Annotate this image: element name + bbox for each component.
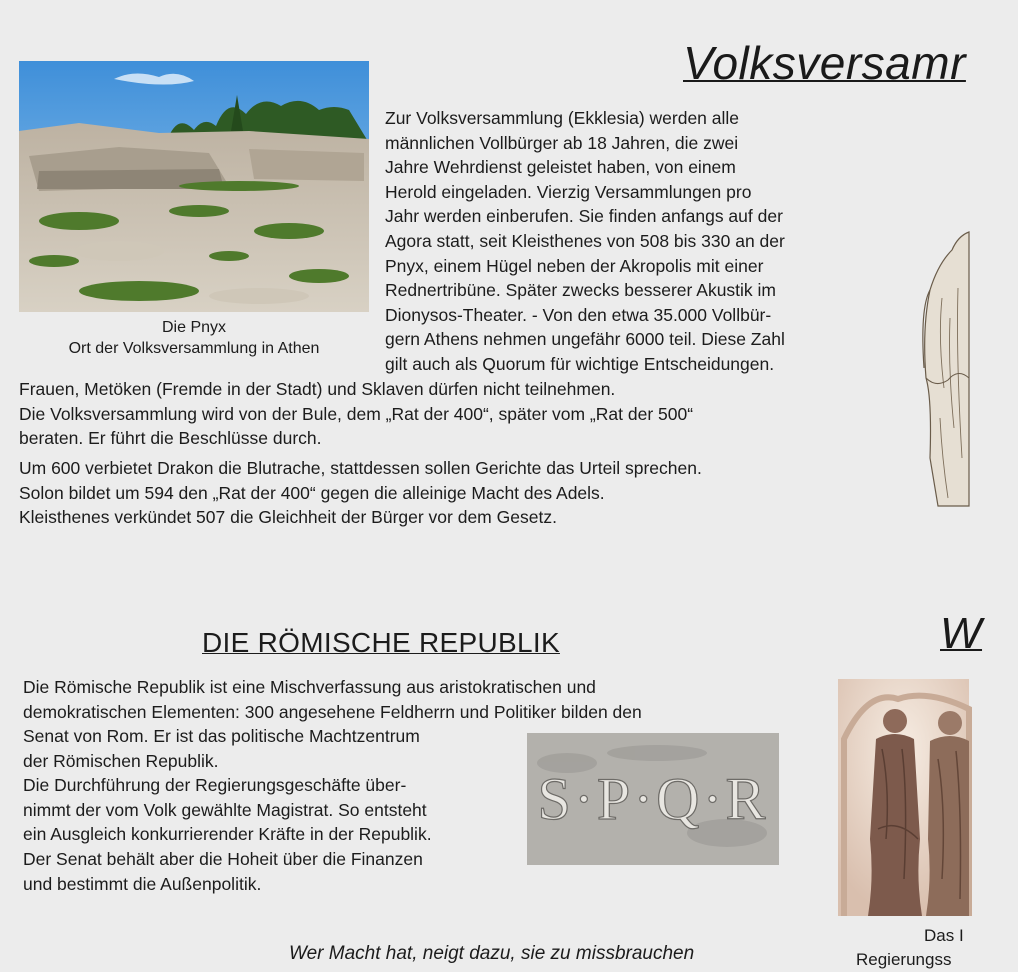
text-line: Um 600 verbietet Drakon die Blutrache, stattdessen sollen Gerichte das Urteil sprechen.: [19, 458, 702, 478]
roman-senate-paragraph: [23, 724, 432, 896]
text-line: Pnyx, einem Hügel neben der Akropolis mit einer: [385, 255, 764, 276]
caption-line: Die Pnyx: [161, 319, 227, 336]
pnyx-caption: [19, 317, 369, 359]
ekklesia-paragraph: [385, 106, 785, 377]
text-line: beraten. Er führt die Beschlüsse durch.: [19, 428, 322, 449]
text-line: Jahr werden einberufen. Sie finden anfangs auf der: [385, 206, 783, 227]
text-line: Die Römische Republik ist eine Mischverfassung aus aristokratischen und: [23, 677, 596, 697]
text-line: männlichen Vollbürger ab 18 Jahren, die zwei: [385, 132, 739, 153]
caption-line: Ort der Volksversammlung in Athen: [68, 340, 320, 357]
text-line: Kleisthenes verkündet 507 die Gleichheit der Bürger vor dem Gesetz.: [19, 507, 557, 528]
text-line: Jahre Wehrdienst geleistet haben, von einem: [385, 157, 736, 178]
text-line: Herold eingeladen. Vierzig Versammlungen pro: [385, 181, 752, 202]
participation-paragraph: [19, 377, 693, 451]
roman-intro-paragraph: [23, 675, 642, 724]
text-line: Agora statt, seit Kleisthenes von 508 bis 330 an der: [385, 230, 785, 251]
roman-statues-photo: [838, 679, 969, 916]
text-line: der Römischen Republik.: [23, 750, 219, 771]
text-line: gilt auch als Quorum für wichtige Entscheidungen.: [385, 353, 775, 374]
right-heading-fragment: W: [940, 609, 983, 658]
text-line: und bestimmt die Außenpolitik.: [23, 873, 262, 894]
caption-line: Das I: [924, 926, 964, 945]
text-line: Solon bildet um 594 den „Rat der 400“ gegen die alleinige Macht des Adels.: [19, 482, 605, 503]
section-title-roman-republic: DIE RÖMISCHE REPUBLIK: [202, 627, 560, 658]
caption-line: Regierungss: [856, 950, 952, 969]
text-line: ein Ausgleich konkurrierender Kräfte in der Republik.: [23, 824, 432, 845]
text-line: nimmt der vom Volk gewählte Magistrat. So entsteht: [23, 799, 427, 820]
section-heading-volksversammlung: Volksversamr: [683, 37, 966, 89]
text-line: Frauen, Metöken (Fremde in der Stadt) und Sklaven dürfen nicht teilnehmen.: [19, 379, 616, 399]
text-line: Zur Volksversammlung (Ekklesia) werden alle: [385, 108, 740, 128]
statue-drawing: [918, 228, 969, 510]
text-line: Die Volksversammlung wird von der Bule, dem „Rat der 400“, später vom „Rat der 500“: [19, 403, 694, 424]
montesquieu-quote: Wer Macht hat, neigt dazu, sie zu missbrauchen: [289, 943, 695, 964]
pnyx-photo: [19, 61, 369, 312]
text-line: Senat von Rom. Er ist das politische Machtzentrum: [23, 726, 420, 746]
spqr-text: S·P·Q·R: [537, 766, 769, 832]
history-paragraph: [19, 456, 702, 530]
text-line: Die Durchführung der Regierungsgeschäfte über-: [23, 775, 407, 796]
statues-caption: [838, 924, 1018, 972]
text-line: Der Senat behält aber die Hoheit über die Finanzen: [23, 848, 423, 869]
text-line: Rednertribüne. Später zwecks besserer Akustik im: [385, 280, 776, 301]
text-line: demokratischen Elementen: 300 angesehene Feldherrn und Politiker bilden den: [23, 701, 642, 722]
text-line: Dionysos-Theater. - Von den etwa 35.000 Vollbür-: [385, 304, 772, 325]
spqr-inscription-image: [527, 733, 779, 865]
text-line: gern Athens nehmen ungefähr 6000 teil. Diese Zahl: [385, 329, 785, 350]
